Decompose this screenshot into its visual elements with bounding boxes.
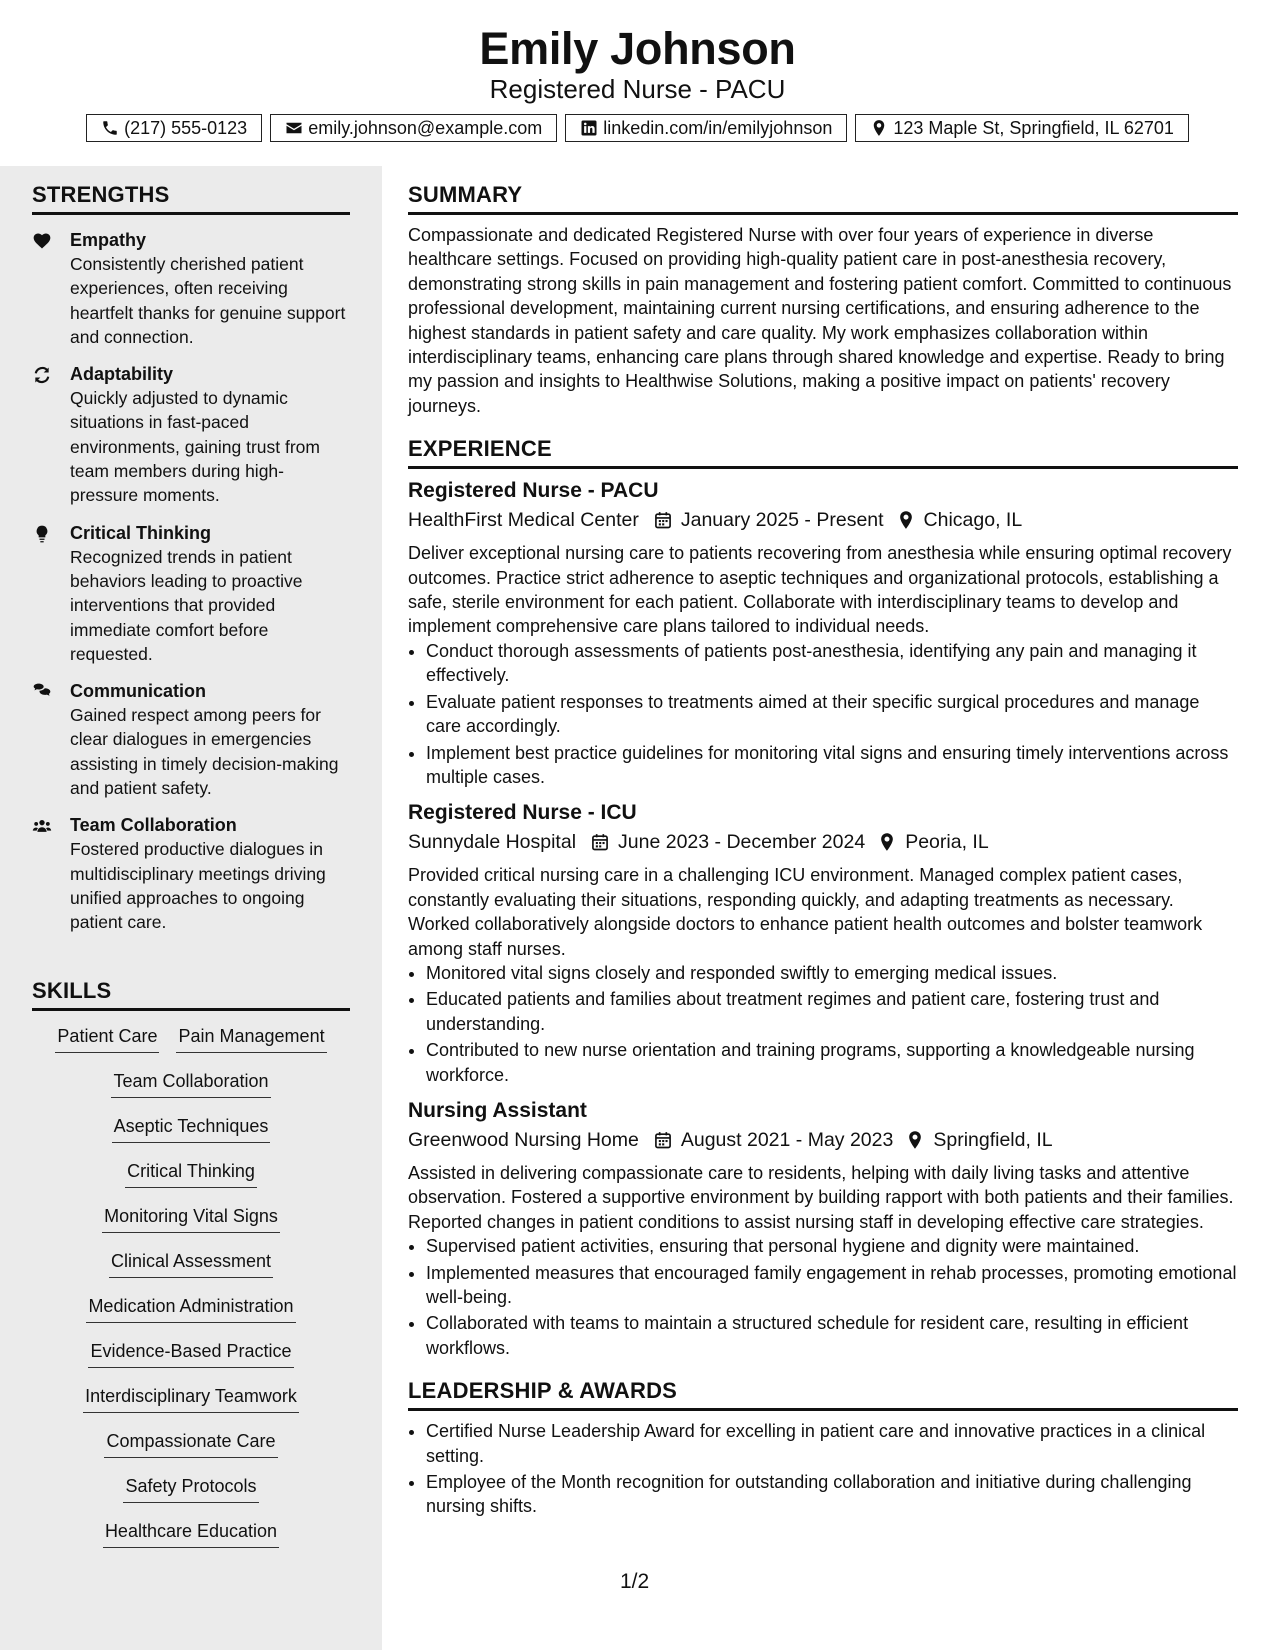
skill-tag: Evidence-Based Practice (88, 1339, 293, 1368)
job-bullets (408, 1234, 1238, 1360)
award-item: • Employee of the Month recognition for outstanding collaboration and initiative during challenging nursing shifts. (426, 1470, 1238, 1519)
contact-phone-text: (217) 555-0123 (124, 117, 248, 138)
skill-tag: Team Collaboration (111, 1069, 270, 1098)
skill-tag: Safety Protocols (123, 1474, 258, 1503)
calendar-icon (653, 1130, 673, 1150)
job-location: Chicago, IL (923, 509, 1023, 532)
location-pin-icon (870, 119, 888, 137)
summary-text: Compassionate and dedicated Registered Nurse with over four years of experience in diverse healthcare settings. Focused on providing high-quality patient care in post-anesthesia recovery, demonstrating strong skills in pain management and fostering patient comfort. Committed to continuous professional development, maintaining current nursing certifications, and ensuring adherence to the highest standards in patient safety and care quality. My work emphasizes collaboration within interdisciplinary teams, enhancing care plans through shared knowledge and expertise. Ready to bring my passion and insights to Healthwise Solutions, making a positive impact on patients' recovery journeys. (408, 225, 1232, 416)
job-title: Registered Nurse - ICU (408, 801, 637, 825)
job-bullet: • Contributed to new nurse orientation and training programs, supporting a knowledgeable nursing workforce. (426, 1038, 1238, 1087)
job-title: Registered Nurse - PACU (408, 479, 659, 503)
chat-bubbles-icon (32, 682, 52, 702)
job-bullets (408, 961, 1238, 1087)
job-meta (408, 1125, 1238, 1155)
strengths-list (32, 228, 352, 948)
summary-section (408, 182, 1238, 418)
skill-tag: Pain Management (176, 1024, 326, 1053)
skill-tag: Patient Care (55, 1024, 159, 1053)
skill-tag: Critical Thinking (125, 1159, 257, 1188)
job-meta (408, 827, 1238, 857)
job-description: Provided critical nursing care in a challenging ICU environment. Managed complex patient cases, constantly evaluating their situations, responding quickly, and adapting treatments as necessary. Worked collaboratively alongside doctors to enhance patient health outcomes and bolster teamwork among staff nurses. (408, 865, 1203, 959)
skill-tag: Compassionate Care (104, 1429, 277, 1458)
candidate-title: Registered Nurse - PACU (489, 74, 786, 104)
job-location: Springfield, IL (933, 1128, 1053, 1151)
contact-address[interactable] (855, 114, 1189, 142)
contact-email[interactable] (270, 114, 557, 142)
job-dates: August 2021 - May 2023 (680, 1128, 894, 1151)
summary-heading: SUMMARY (408, 182, 1238, 215)
strength-description: Fostered productive dialogues in multidisciplinary meetings driving unified approaches to ongoing patient care. (70, 839, 326, 933)
strength-item (32, 679, 352, 800)
sync-icon (32, 365, 52, 385)
calendar-icon (653, 510, 673, 530)
experience-section (408, 436, 1238, 1360)
strength-description: Recognized trends in patient behaviors leading to proactive interventions that provided immediate comfort before requested. (70, 546, 303, 664)
job-entry (408, 1097, 1238, 1360)
job-bullet: • Implement best practice guidelines for monitoring vital signs and ensuring timely interventions across multiple cases. (426, 741, 1238, 790)
strength-name: Communication (70, 681, 207, 702)
skill-tag: Medication Administration (86, 1294, 295, 1323)
job-bullet: • Implemented measures that encouraged family engagement in rehab processes, promoting emotional well-being. (426, 1261, 1238, 1310)
job-description: Assisted in delivering compassionate care to residents, helping with daily living tasks and attentive observation. Fostered a supportive environment by building rapport with both patients and their families. Reported changes in patient conditions to assist nursing staff in developing effective care strategies. (408, 1162, 1234, 1232)
skills-heading: SKILLS (32, 978, 350, 1011)
strength-name: Adaptability (70, 364, 174, 385)
contact-email-text: emily.johnson@example.com (308, 117, 543, 138)
strength-name: Empathy (70, 230, 147, 250)
calendar-icon (590, 832, 610, 852)
contact-bar (0, 114, 1275, 142)
award-item: • Certified Nurse Leadership Award for excelling in patient care and innovative practices in a clinical setting. (426, 1419, 1238, 1468)
strength-description: Gained respect among peers for clear dialogues in emergencies assisting in timely decision-making and patient safety. (70, 705, 339, 799)
job-location: Peoria, IL (905, 831, 989, 854)
envelope-icon (285, 119, 303, 137)
job-bullet: • Educated patients and families about treatment regimes and patient care, fostering trust and understanding. (426, 987, 1238, 1036)
skill-tag: Healthcare Education (103, 1519, 279, 1548)
contact-linkedin[interactable] (565, 114, 847, 142)
leadership-section (408, 1378, 1238, 1519)
job-bullets (408, 639, 1238, 789)
strength-name: Team Collaboration (70, 815, 237, 836)
main-column (408, 182, 1238, 1537)
job-dates: January 2025 - Present (680, 509, 884, 532)
job-bullet: • Evaluate patient responses to treatments aimed at their specific surgical procedures and manage care accordingly. (426, 690, 1238, 739)
skill-tag: Interdisciplinary Teamwork (83, 1384, 299, 1413)
job-description: Deliver exceptional nursing care to patients recovering from anesthesia while ensuring optimal recovery outcomes. Practice strict adherence to aseptic techniques and organizational protocols, establishing a safe, sterile environment for each patient. Collaborate with interdisciplinary teams to develop and implement comprehensive care plans tailored to individual needs. (408, 543, 1232, 637)
job-company: Sunnydale Hospital (408, 831, 577, 854)
job-entry (408, 477, 1238, 789)
strengths-heading: STRENGTHS (32, 182, 350, 215)
job-entry (408, 799, 1238, 1087)
location-pin-icon (905, 1130, 925, 1150)
strength-name: Critical Thinking (70, 522, 212, 543)
job-company: Greenwood Nursing Home (408, 1128, 639, 1151)
page-number: 1/2 (620, 1570, 650, 1593)
job-meta (408, 505, 1238, 535)
strength-description: Consistently cherished patient experiences, often receiving heartfelt thanks for genuine support and connection. (70, 254, 346, 347)
location-pin-icon (877, 832, 897, 852)
strength-item (32, 228, 352, 349)
skill-tag: Aseptic Techniques (112, 1114, 271, 1143)
contact-linkedin-text: linkedin.com/in/emilyjohnson (603, 117, 833, 138)
experience-heading: EXPERIENCE (408, 436, 1238, 469)
strength-item (32, 362, 352, 507)
phone-icon (101, 119, 119, 137)
linkedin-icon (580, 119, 598, 137)
candidate-name: Emily Johnson (479, 23, 796, 74)
contact-phone[interactable] (86, 114, 262, 142)
skill-tag: Clinical Assessment (109, 1249, 273, 1278)
job-bullet: • Collaborated with teams to maintain a structured schedule for resident care, resulting in efficient workflows. (426, 1311, 1238, 1360)
location-pin-icon (896, 510, 916, 530)
job-bullet: • Conduct thorough assessments of patients post-anesthesia, identifying any pain and managing it effectively. (426, 639, 1238, 688)
strength-item (32, 813, 352, 934)
job-title: Nursing Assistant (408, 1098, 587, 1122)
heart-icon (32, 231, 52, 251)
users-icon (32, 816, 52, 836)
leadership-list (408, 1419, 1238, 1519)
job-bullet: • Monitored vital signs closely and responded swiftly to emerging medical issues. (426, 961, 1238, 985)
leadership-heading: LEADERSHIP & AWARDS (408, 1378, 1238, 1411)
job-dates: June 2023 - December 2024 (618, 831, 866, 854)
skills-list (32, 1024, 350, 1564)
skill-tag: Monitoring Vital Signs (102, 1204, 280, 1233)
job-bullet: • Supervised patient activities, ensuring that personal hygiene and dignity were maintained. (426, 1234, 1238, 1258)
contact-address-text: 123 Maple St, Springfield, IL 62701 (893, 117, 1174, 138)
strength-description: Quickly adjusted to dynamic situations in fast-paced environments, gaining trust from team members during high-pressure moments. (70, 388, 320, 506)
job-company: HealthFirst Medical Center (408, 509, 639, 532)
lightbulb-icon (32, 524, 52, 544)
strength-item (32, 521, 352, 666)
